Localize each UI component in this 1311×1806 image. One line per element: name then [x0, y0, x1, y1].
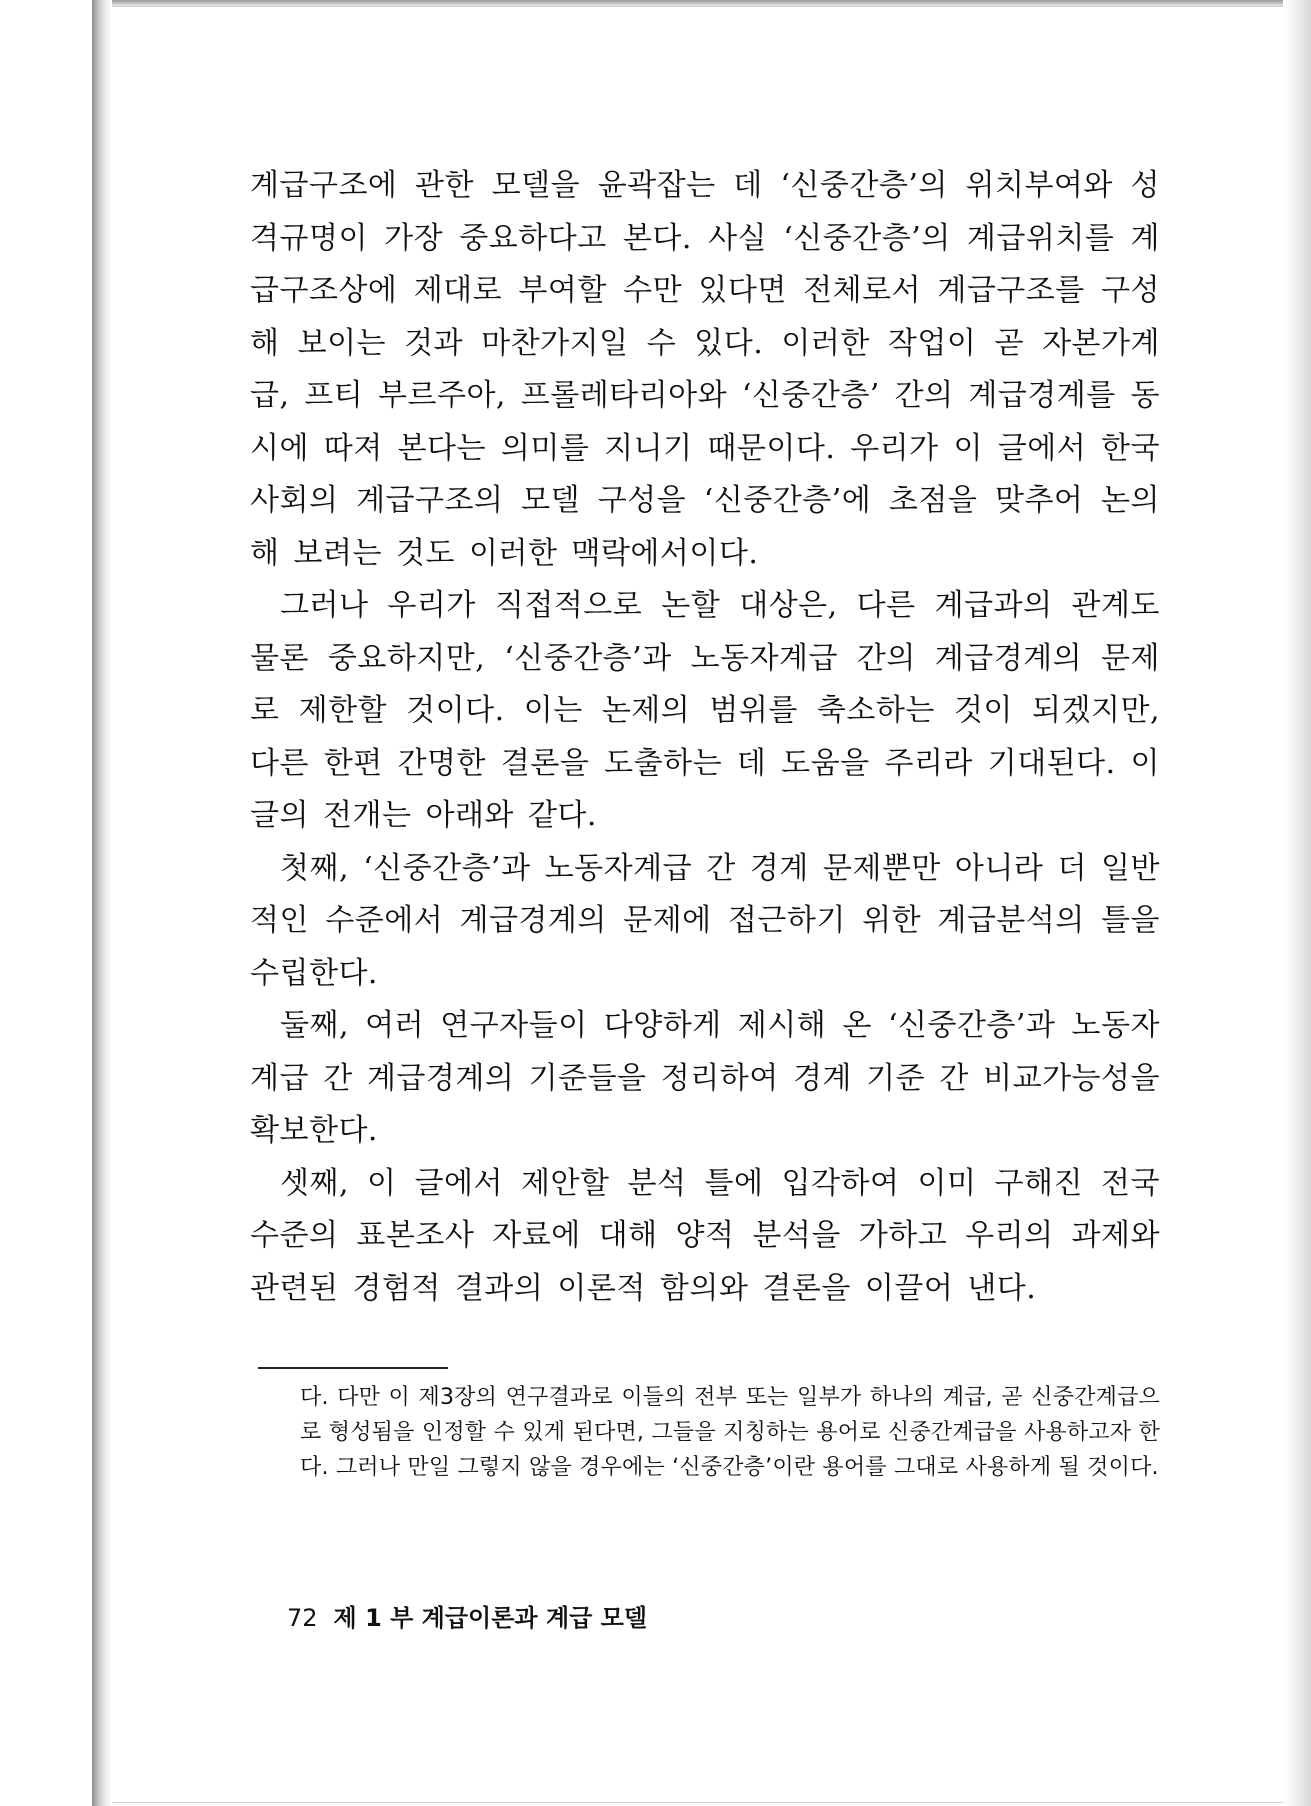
- paragraph-scope: 그러나 우리가 직접적으로 논할 대상은, 다른 계급과의 관계도 물론 중요하지만, ‘신중간층’과 노동자계급 간의 계급경계의 문제로 제한할 것이다. 이는 논제의 범위를 축소하는 것이 되겠지만, 다른 한편 간명한 결론을 도출하는 데 도움을 주리라 기대된다. 이 글의 전개는 아래와 같다.: [250, 588, 1160, 833]
- footnote-text: 다. 다만 이 제3장의 연구결과로 이들의 전부 또는 일부가 하나의 계급, 곧 신중간계급으로 형성됨을 인정할 수 있게 된다면, 그들을 지칭하는 용어로 신중간계급을 사용하고자 한다. 그러나 만일 그렇지 않을 경우에는 ‘신중간층’이란 용어를 그대로 사용하게 될 것이다.: [300, 1385, 1160, 1480]
- running-section-title: 제 1 부 계급이론과 계급 모델: [333, 1604, 648, 1632]
- paragraph-first: 첫째, ‘신중간층’과 노동자계급 간 경계 문제뿐만 아니라 더 일반적인 수준에서 계급경계의 문제에 접근하기 위한 계급분석의 틀을 수립한다.: [250, 850, 1160, 991]
- paragraph-third: 셋째, 이 글에서 제안할 분석 틀에 입각하여 이미 구해진 전국 수준의 표본조사 자료에 대해 양적 분석을 가하고 우리의 과제와 관련된 경험적 결과의 이론적 함의와 결론을 이끌어 낸다.: [250, 1165, 1160, 1306]
- page-number: 72: [287, 1604, 318, 1632]
- page-footer: [287, 1601, 647, 1635]
- paragraph-second: 둘째, 여러 연구자들이 다양하게 제시해 온 ‘신중간층’과 노동자계급 간 계급경계의 기준들을 정리하여 경계 기준 간 비교가능성을 확보한다.: [250, 1008, 1160, 1148]
- paragraph-intro: 계급구조에 관한 모델을 윤곽잡는 데 ‘신중간층’의 위치부여와 성격규명이 가장 중요하다고 본다. 사실 ‘신중간층’의 계급위치를 계급구조상에 제대로 부여할 수만 있다면 전체로서 계급구조를 구성해 보이는 것과 마찬가지일 수 있다. 이러한 작업이 곧 자본가계급, 프티 부르주아, 프롤레타리아와 ‘신중간층’ 간의 계급경계를 동시에 따져 본다는 의미를 지니기 때문이다. 우리가 이 글에서 한국사회의 계급구조의 모델 구성을 ‘신중간층’에 초점을 맞추어 논의해 보려는 것도 이러한 맥락에서이다.: [250, 168, 1160, 571]
- page-right-edge: [1283, 0, 1311, 1806]
- body-text: [250, 160, 1160, 1315]
- book-spine-shadow: [92, 0, 112, 1806]
- footnote-divider: [258, 1367, 448, 1369]
